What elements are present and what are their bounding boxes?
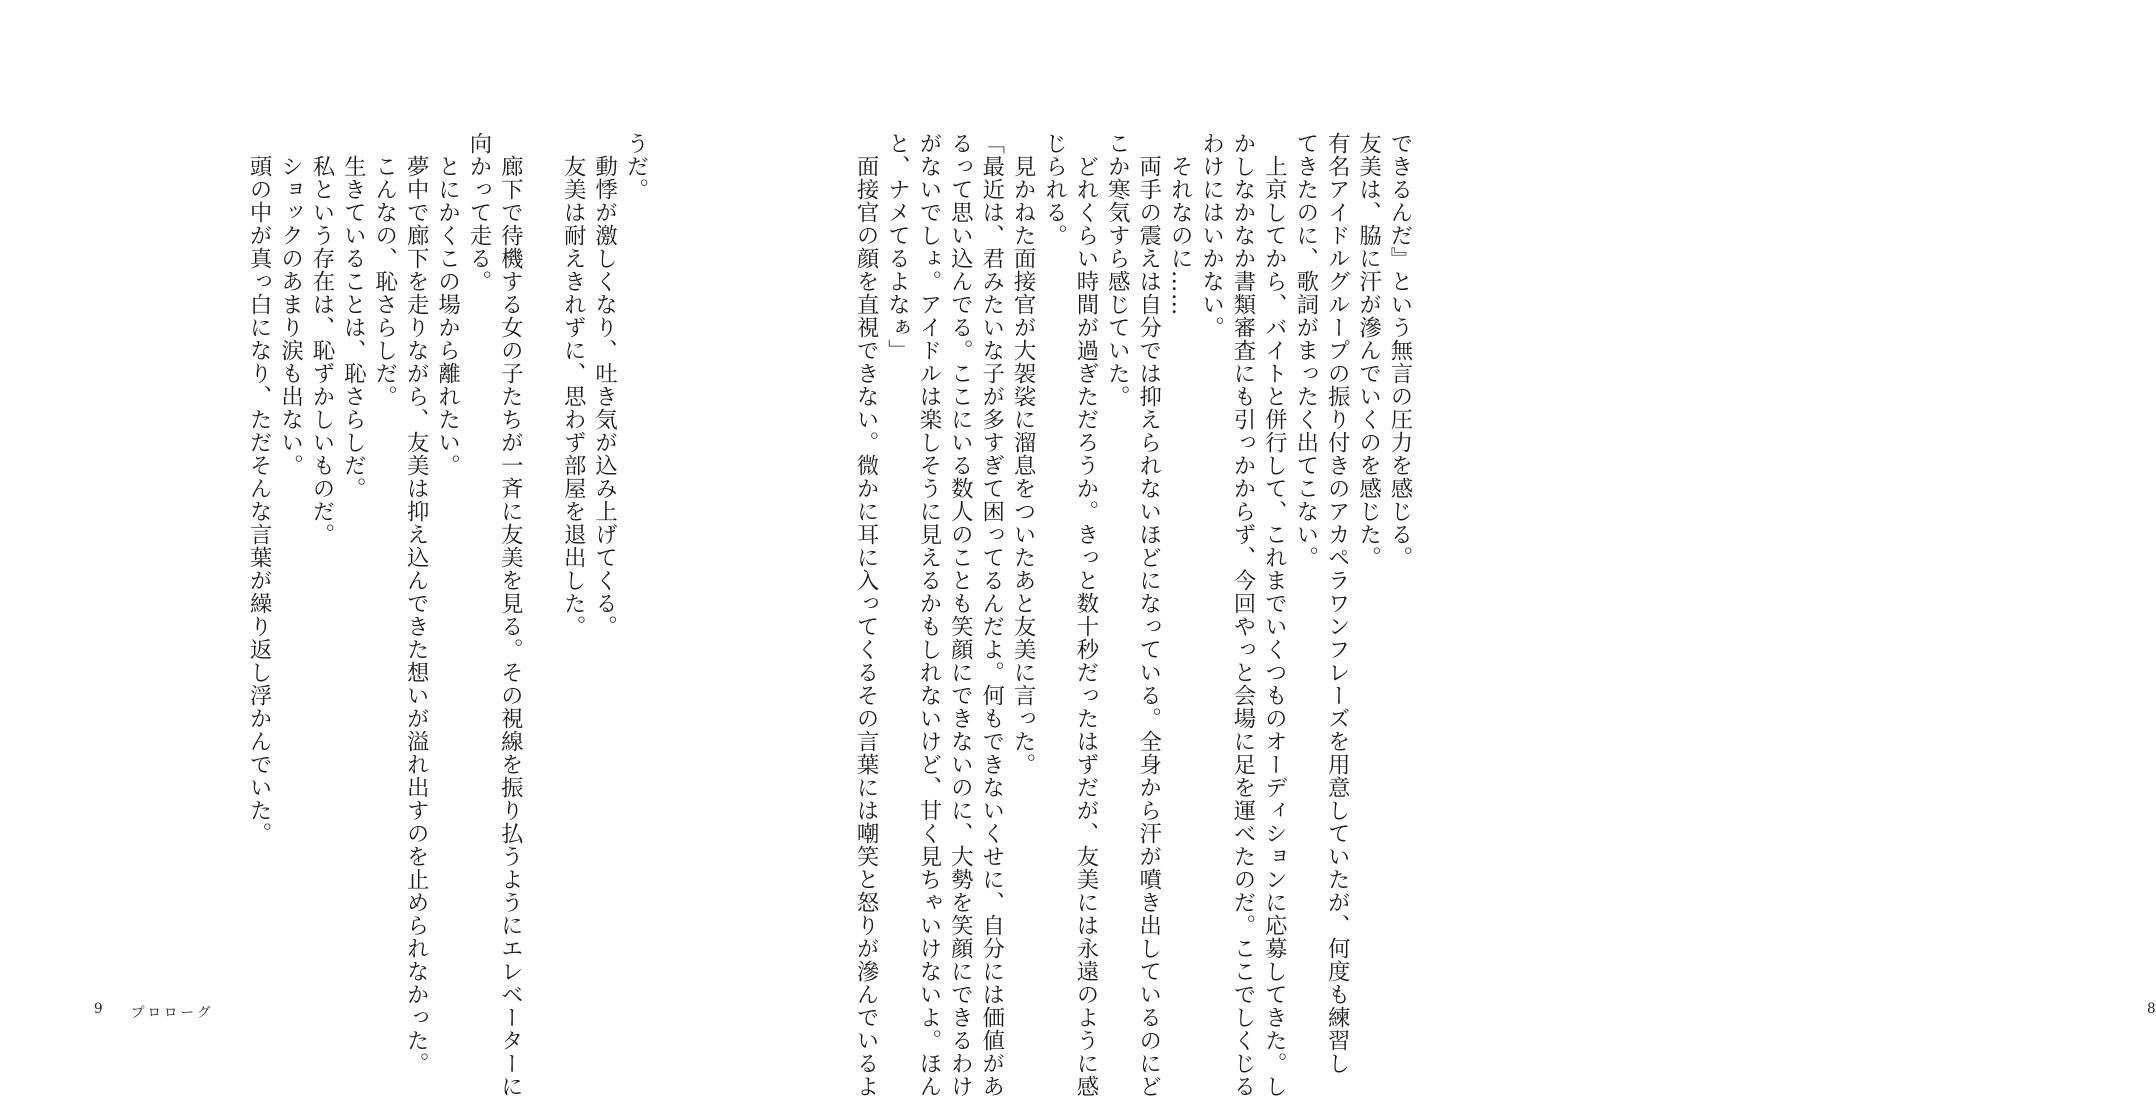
paragraph: こんなの、恥さらしだ。 — [371, 132, 398, 408]
blank-line — [525, 132, 556, 952]
paragraph: 面接官の顔を直視できない。微かに耳に入ってくるその言葉には嘲笑と怒りが滲んでいるよ — [853, 132, 880, 1098]
paragraph: 向かって走る。 — [465, 132, 492, 293]
paragraph: 友美は、脇に汗が滲んでいくのを感じた。 — [1355, 132, 1382, 569]
paragraph: 夢中で廊下を走りながら、友美は抑え込んできた想いが溢れ出すのを止められなかった。 — [403, 132, 430, 1075]
paragraph: できるんだ』という無言の圧力を感じる。 — [1387, 132, 1413, 569]
paragraph: こか寒気すら感じていた。 — [1104, 132, 1131, 408]
paragraph: どれくらい時間が過ぎただろうか。きっと数十秒だったはずだが、友美には永遠のように感 — [1072, 132, 1099, 1098]
paragraph: それなのに…… — [1167, 132, 1194, 316]
paragraph: 私という存在は、恥ずかしいものだ。 — [308, 132, 335, 546]
paragraph: じられる。 — [1041, 132, 1068, 247]
left-page — [0, 0, 750, 1102]
paragraph: 生きていることは、恥さらしだ。 — [340, 132, 367, 500]
right-page — [750, 0, 2156, 1102]
paragraph: てきたのに、歌詞がまったく出てこない。 — [1292, 132, 1319, 569]
paragraph: わけにはいかない。 — [1198, 132, 1225, 339]
paragraph: 両手の震えは自分では抑えられないほどになっている。全身から汗が噴き出しているのにど — [1135, 132, 1162, 1098]
paragraph: うだ。 — [623, 132, 649, 201]
right-page-body-text — [845, 132, 1415, 1098]
running-title: プロローグ — [131, 1005, 214, 1021]
page-number: 8 — [2147, 1001, 2156, 1017]
paragraph: るって思い込んでる。ここにいる数人のことも笑顔にできないのに、大勢を笑顔にできるわけ — [947, 132, 974, 1098]
paragraph: と、ナメてるよなぁ」 — [884, 132, 911, 362]
paragraph: 頭の中が真っ白になり、ただそんな言葉が繰り返し浮かんでいた。 — [246, 132, 273, 845]
paragraph: かしなかなか書類審査にも引っかからず、今回やっと会場に足を運べたのだ。ここでしくじる — [1229, 132, 1256, 1098]
left-page-body-text — [246, 132, 651, 1098]
paragraph: ショックのあまり涙も出ない。 — [277, 132, 304, 477]
paragraph: とにかくこの場から離れたい。 — [434, 132, 461, 477]
page-number: 9 — [94, 1001, 104, 1017]
paragraph: 動悸が激しくなり、吐き気が込み上げてくる。 — [591, 132, 618, 638]
paragraph: 廊下で待機する女の子たちが一斉に友美を見る。その視線を振り払うようにエレベーターに — [497, 132, 524, 1098]
paragraph: 「最近は、君みたいな子が多すぎて困ってるんだよ。何もできないくせに、自分には価値があ — [978, 132, 1005, 1098]
paragraph: 有名アイドルグループの振り付きのアカペラワンフレーズを用意していたが、何度も練習し — [1324, 132, 1351, 1075]
paragraph: 友美は耐えきれずに、思わず部屋を退出した。 — [560, 132, 587, 638]
paragraph: 見かねた面接官が大袈裟に溜息をついたあと友美に言った。 — [1010, 132, 1037, 776]
paragraph: がないでしょ。アイドルは楽しそうに見えるかもしれないけど、甘く見ちゃいけないよ。ほん — [915, 132, 942, 1098]
paragraph: 上京してから、バイトと併行して、これまでいくつものオーディションに応募してきた。し — [1261, 132, 1288, 1098]
